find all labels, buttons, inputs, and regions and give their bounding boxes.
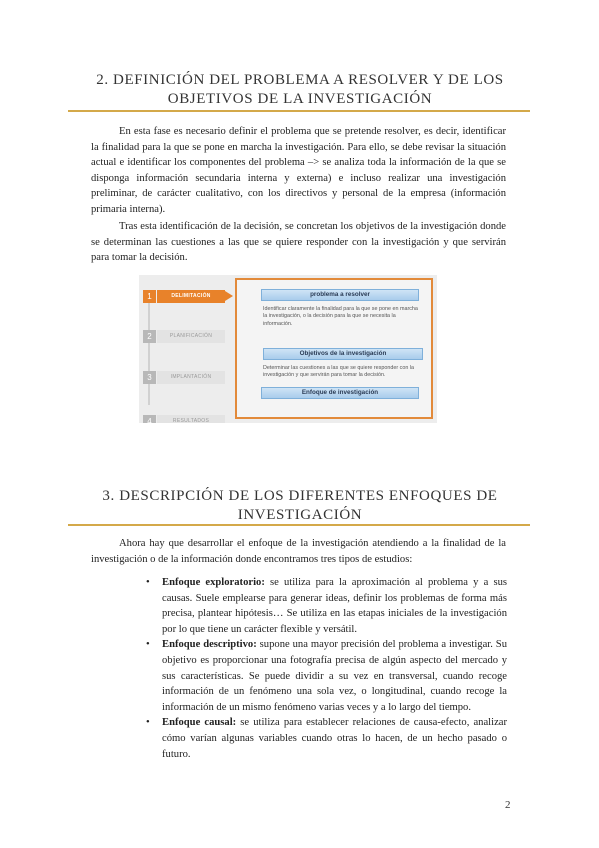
section-3-intro: Ahora hay que desarrollar el enfoque de la investigación atendiendo a la finalidad de la investigación o de la información donde encontramos tres tipos de estudios: [91,538,506,565]
section-3-title: 3. DESCRIPCIÓN DE LOS DIFERENTES ENFOQUES DE INVESTIGACIÓN [102,488,498,523]
step-3-number: 3 [143,371,156,384]
section-2-paragraph-1: En esta fase es necesario definir el problema que se pretende resolver, es decir, identificar la finalidad para la que se pone en marcha la investigación. Para ello, se debe revisar la situación actual e identificar los componentes del problema –> se analiza toda la información de la que se disponga información secundaria interna y externa) e incluso realizar una investigación preliminar, de carácter cualitativo, con los directivos y personal de la empresa (información primaria interna). [91,126,506,215]
step-3-label: IMPLANTACIÓN [157,371,225,384]
bullet-term: Enfoque descriptivo: [162,639,257,651]
bullet-text: se utiliza para la aproximación al problema y a sus causas. Suele emplearse para generar ideas, definir los problemas de forma más precisa, plantear hipótesis… Se utiliza en las etapas iniciales de la investigación por lo que tiene un carácter flexible y versátil. [162,577,507,635]
section-3-rule [68,524,530,526]
approach-bar: Enfoque de investigación [261,387,419,399]
bullet-term: Enfoque exploratorio: [162,577,265,588]
problem-bar: problema a resolver [261,289,419,301]
page-number: 2 [505,799,511,811]
list-item [146,637,507,715]
research-process-diagram [139,275,437,423]
step-2-label: PLANIFICACIÓN [157,330,225,343]
bullet-icon: • [146,717,150,729]
objectives-bar: Objetivos de la investigación [263,348,423,360]
step-1-label: DELIMITACIÓN [157,290,225,303]
step-4-number: 4 [143,415,156,423]
bullet-term: Enfoque causal: [162,717,237,729]
section-2-rule [68,110,530,112]
problem-description: Identificar claramente la finalidad para la que se pone en marcha la investigación, o la decisión para la que se necesita la información. [263,306,418,327]
step-2-number: 2 [143,330,156,343]
step-4-label: RESULTADOS [157,415,225,423]
bullet-icon: • [146,639,150,651]
list-item [146,715,507,762]
bullet-text: supone una mayor precisión del problema a investigar. Su objetivo es proporcionar una fotografía precisa de algún aspecto del mercado y sus características. Se puede dividir a su vez en transversal, cuando recoge información de un fenómeno una sola vez, o longitudinal, cuando recoge la información de un mismo fenómeno varias veces y a lo largo del tiempo. [162,639,507,713]
bullet-text: se utiliza para establecer relaciones de causa-efecto, analizar cómo varían algunas variables cuando otras lo hacen, de un hecho pasado o futuro. [162,717,507,760]
objectives-description: Determinar las cuestiones a las que se quiere responder con la investigación y que servirán para tomar la decisión. [263,365,415,379]
section-2-paragraph-2: Tras esta identificación de la decisión, se concretan los objetivos de la investigación donde se determinan las cuestiones a las que se quiere responder con la investigación y que servirán para tomar la decisión. [91,221,506,264]
step-1-number: 1 [143,290,156,303]
bullet-icon: • [146,577,150,588]
approach-list [146,575,507,762]
list-item [146,575,507,637]
section-2-title: 2. DEFINICIÓN DEL PROBLEMA A RESOLVER Y DE LOS OBJETIVOS DE LA INVESTIGACIÓN [96,72,504,107]
